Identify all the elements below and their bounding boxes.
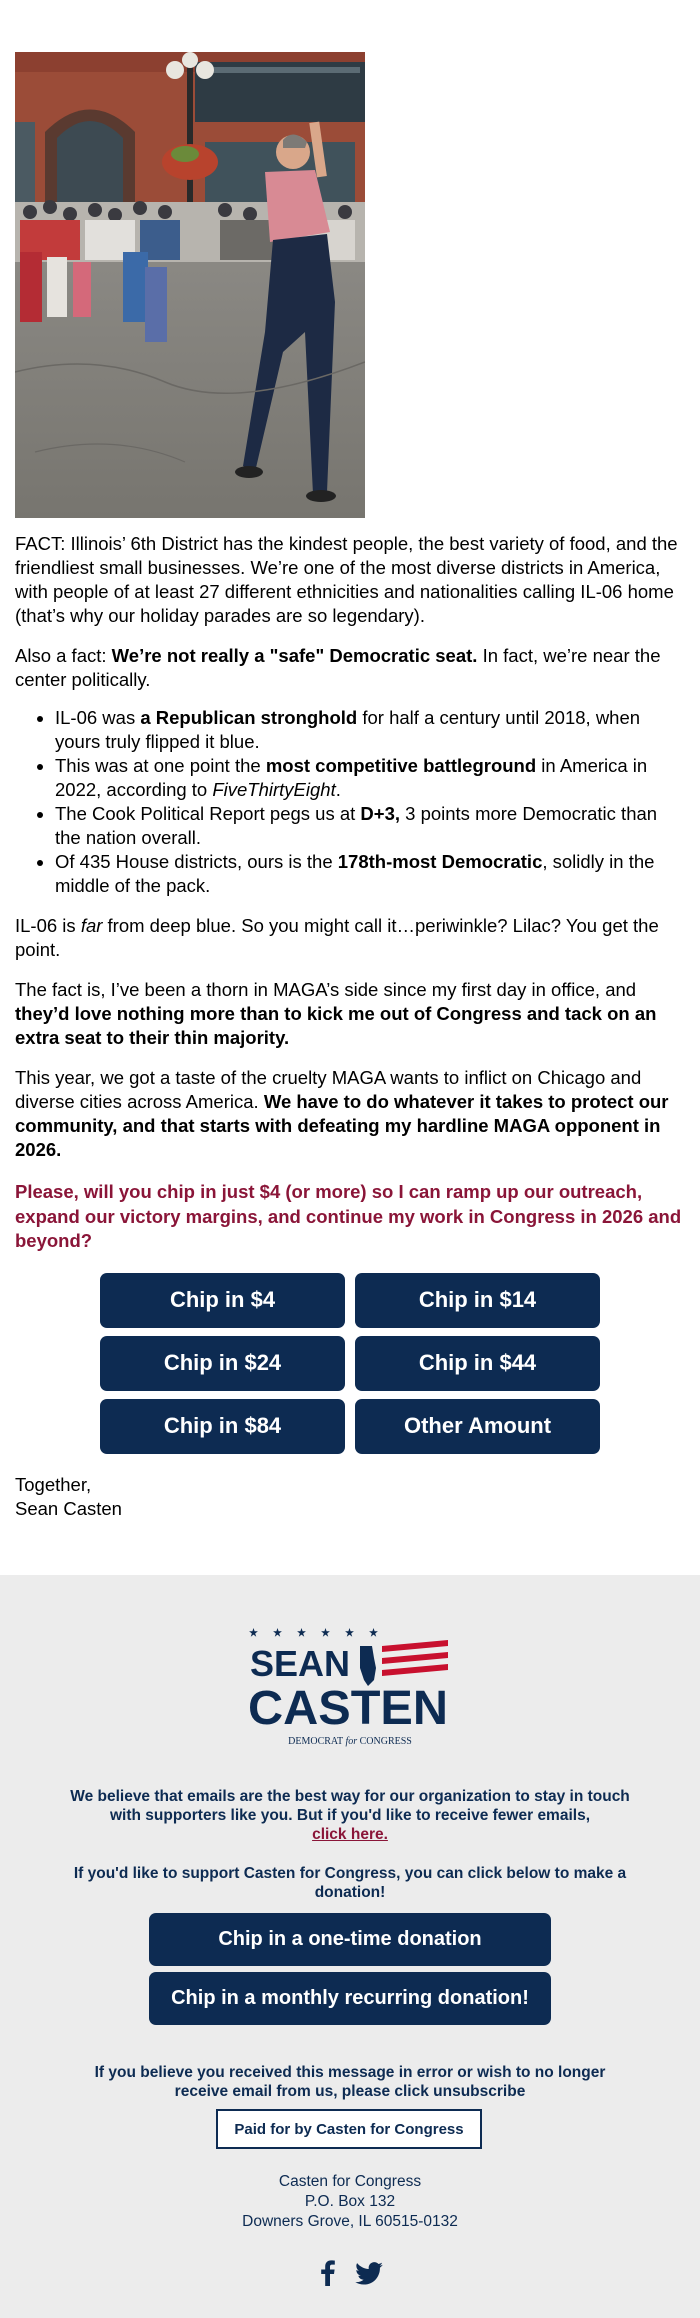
star-icon	[345, 1628, 354, 1637]
one-time-donation-button[interactable]: Chip in a one-time donation	[149, 1913, 551, 1966]
facebook-icon	[321, 2260, 335, 2286]
paragraph-protect-community: This year, we got a taste of the cruelty MAGA wants to inflict on Chicago and diverse cities across America. We have to do whatever it takes to protect our community, and that starts with defeating my hardline MAGA opponent in 2026.	[15, 1067, 669, 1160]
chip-in-44-button[interactable]: Chip in $44	[355, 1336, 600, 1391]
address-line-2: P.O. Box 132	[304, 2193, 396, 2210]
chip-in-4-button[interactable]: Chip in $4	[100, 1273, 345, 1328]
fewer-emails-note: We believe that emails are the best way for our organization to stay in touch with supporters like you. But if you'd like to receive fewer emails, click here.	[70, 1788, 630, 1843]
signoff-closing: Together,	[15, 1473, 92, 1495]
donation-button-grid	[100, 1273, 600, 1454]
email-footer	[0, 1575, 700, 2318]
star-icons	[249, 1628, 378, 1637]
parade-photo	[15, 52, 365, 518]
other-amount-button[interactable]: Other Amount	[355, 1399, 600, 1454]
twitter-icon	[355, 2262, 383, 2285]
list-item: • The Cook Political Report pegs us at D+3, 3 points more Democratic than the nation overall.	[55, 802, 685, 850]
illinois-icon	[360, 1646, 376, 1686]
paragraph-not-safe-seat: Also a fact: We’re not really a "safe" Democratic seat. In fact, we’re near the center politically.	[15, 645, 661, 690]
logo-tagline: DEMOCRAT for CONGRESS	[288, 1736, 412, 1747]
donation-ask: Please, will you chip in just $4 (or more) so I can ramp up our outreach, expand our victory margins, and continue my work in Congress in 2026 and beyond?	[15, 1181, 682, 1251]
list-item: • Of 435 House districts, ours is the 178th-most Democratic, solidly in the middle of the pack.	[55, 850, 685, 898]
sean-casten-logo	[248, 1628, 452, 1752]
paid-for-disclaimer: Paid for by Casten for Congress	[216, 2109, 482, 2149]
fewer-emails-link[interactable]: click here.	[312, 1826, 388, 1843]
star-icon	[249, 1628, 258, 1637]
address-line-3: Downers Grove, IL 60515-0132	[242, 2213, 458, 2230]
paragraph-periwinkle: IL-06 is far from deep blue. So you might call it…periwinkle? Lilac? You get the point.	[15, 915, 659, 960]
district-facts-list	[15, 706, 685, 898]
monthly-donation-button[interactable]: Chip in a monthly recurring donation!	[149, 1972, 551, 2025]
star-icon	[369, 1628, 378, 1637]
facebook-link[interactable]	[318, 2259, 338, 2287]
list-item: • This was at one point the most competitive battleground in America in 2022, according to FiveThirtyEight.	[55, 754, 685, 802]
list-item: • IL-06 was a Republican stronghold for half a century until 2018, when yours truly flipped it blue.	[55, 706, 685, 754]
star-icon	[273, 1628, 282, 1637]
logo-line1: SEAN	[250, 1643, 351, 1684]
signoff	[15, 1473, 685, 1521]
paragraph-thorn-in-maga: The fact is, I’ve been a thorn in MAGA’s side since my first day in office, and they’d love nothing more than to kick me out of Congress and tack on an extra seat to their thin majority.	[15, 979, 657, 1048]
flag-stripes-icon	[382, 1640, 448, 1676]
address-line-1: Casten for Congress	[278, 2173, 422, 2190]
star-icon	[297, 1628, 306, 1637]
chip-in-24-button[interactable]: Chip in $24	[100, 1336, 345, 1391]
signoff-name: Sean Casten	[15, 1497, 122, 1519]
logo-line2: CASTEN	[248, 1682, 448, 1735]
paragraph-il06-facts: FACT: Illinois’ 6th District has the kindest people, the best variety of food, and the friendliest small businesses. We’re one of the most diverse districts in America, with people of at least 27 different ethnicities and nationalities calling IL-06 home (that’s why our holiday parades are so legendary).	[15, 533, 678, 626]
twitter-link[interactable]	[354, 2259, 384, 2287]
chip-in-84-button[interactable]: Chip in $84	[100, 1399, 345, 1454]
chip-in-14-button[interactable]: Chip in $14	[355, 1273, 600, 1328]
unsubscribe-note[interactable]: If you believe you received this message in error or wish to no longer receive email from us, please click unsubscribe	[94, 2064, 606, 2100]
star-icon	[321, 1628, 330, 1637]
support-note: If you'd like to support Casten for Congress, you can click below to make a donation!	[73, 1865, 627, 1901]
